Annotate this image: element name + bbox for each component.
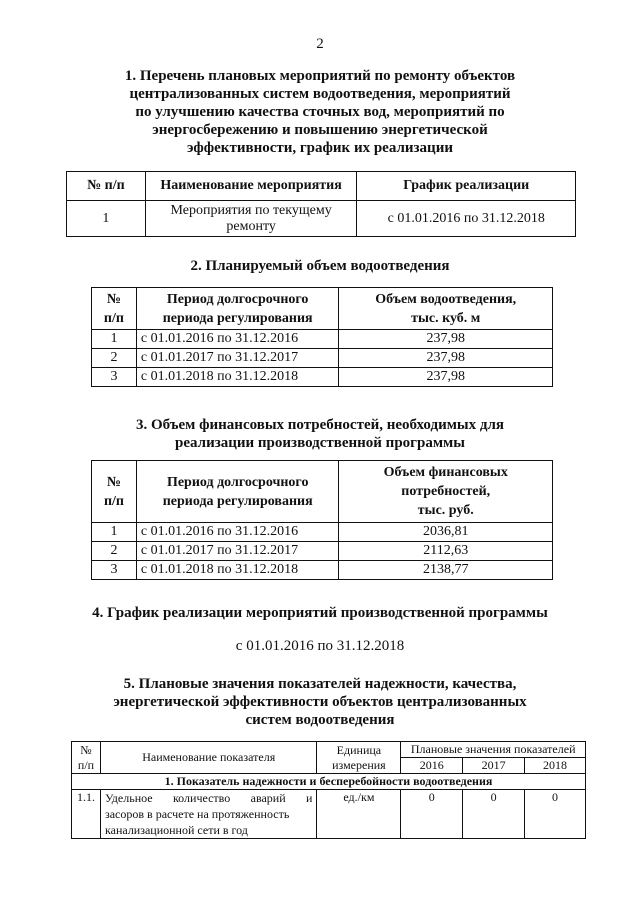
header-line: п/п [77,757,95,772]
table-header-row [92,461,553,523]
table-row [92,542,553,561]
header-line: периода регулирования [162,493,313,509]
table-row [92,368,553,387]
row-value: 2138,77 [339,561,553,580]
indicator-name-line: канализационной сети в год [104,823,248,837]
row-num: 3 [92,368,137,387]
column-header-indicator-name: Наименование показателя [100,742,316,774]
row-period: с 01.01.2018 по 31.12.2018 [136,368,339,387]
column-header-period [136,288,339,330]
column-header-name: Наименование мероприятия [145,172,357,201]
header-line: измерения [332,757,386,772]
indicators-table [71,741,586,839]
section1-title-line: по улучшению качества сточных вод, мероприятий по [135,104,505,120]
header-line: Период долгосрочного [166,291,309,307]
column-header-planned: Плановые значения показателей [401,742,586,758]
table-row [72,790,586,839]
section5-title-line: 5. Плановые значения показателей надежности, качества, [123,676,517,692]
column-header-volume [339,288,553,330]
row-value: 2112,63 [339,542,553,561]
row-num: 1 [67,201,146,237]
header-line: потребностей, [401,484,491,499]
table-row [92,561,553,580]
activities-table [66,171,576,237]
activity-name-line: ремонту [226,218,276,234]
row-value: 237,98 [339,349,553,368]
row-value: 237,98 [339,330,553,349]
section5-title-line: энергетической эффективности объектов централизованных [113,694,527,710]
section4-period: с 01.01.2016 по 31.12.2018 [235,638,405,654]
indicator-name [100,790,316,839]
column-header-num [72,742,101,774]
header-line: № [80,742,92,757]
table-row [92,349,553,368]
column-header-year: 2018 [525,758,586,774]
row-value: 2036,81 [339,523,553,542]
section3-title-line: 3. Объем финансовых потребностей, необходимых для [135,417,505,433]
row-num: 3 [92,561,137,580]
header-line: № [106,291,121,307]
table-header-row [92,288,553,330]
section3-title [0,416,640,452]
column-header-num: № п/п [67,172,146,201]
section1-title-line: энергосбережению и повышению энергетической [152,122,488,138]
table-row [67,201,576,237]
column-header-year: 2017 [463,758,525,774]
indicator-name-line: засоров в расчете на протяженность [104,807,290,821]
activity-name [145,201,357,237]
indicator-name-line: Удельное количество аварий и [104,791,313,805]
header-line: п/п [103,310,124,326]
column-header-year: 2016 [401,758,463,774]
page-number: 2 [316,36,324,52]
section1-title-line: централизованных систем водоотведения, мероприятий [129,86,511,102]
indicator-value: 0 [525,790,586,839]
table-group-row [72,774,586,790]
table-row [92,330,553,349]
header-line: тыс. руб. [417,503,474,518]
section2-title: 2. Планируемый объем водоотведения [190,258,450,274]
section4-title: 4. График реализации мероприятий производственной программы [92,605,548,621]
header-line: периода регулирования [162,310,313,326]
column-header-num [92,288,137,330]
section5-title-line: систем водоотведения [245,712,395,728]
activity-schedule: с 01.01.2016 по 31.12.2018 [357,201,576,237]
section1-title-line: эффективности, график их реализации [187,140,453,156]
indicator-value: 0 [401,790,463,839]
row-num: 1 [92,523,137,542]
row-num: 2 [92,349,137,368]
section3-title-line: реализации производственной программы [175,435,465,451]
header-line: тыс. куб. м [411,310,481,326]
section5-title [0,675,640,729]
row-num: 1 [92,330,137,349]
table-header-row [67,172,576,201]
header-line: Объем водоотведения, [375,291,517,307]
header-line: Объем финансовых [383,465,508,480]
section1-title [0,67,640,157]
column-header-num [92,461,137,523]
row-period: с 01.01.2017 по 31.12.2017 [136,349,339,368]
finance-table [91,460,553,580]
row-period: с 01.01.2016 по 31.12.2016 [136,523,339,542]
group-title: 1. Показатель надежности и бесперебойности водоотведения [72,774,586,790]
indicator-value: 0 [463,790,525,839]
column-header-period [136,461,339,523]
row-period: с 01.01.2018 по 31.12.2018 [136,561,339,580]
volume-table [91,287,553,387]
header-line: п/п [103,493,124,509]
indicator-unit: ед./км [317,790,401,839]
row-num: 2 [92,542,137,561]
section1-title-line: 1. Перечень плановых мероприятий по ремонту объектов [124,68,516,84]
column-header-schedule: График реализации [357,172,576,201]
table-header-row [72,742,586,758]
activity-name-line: Мероприятия по текущему [170,202,332,218]
column-header-unit [317,742,401,774]
header-line: Единица [336,742,382,757]
row-period: с 01.01.2017 по 31.12.2017 [136,542,339,561]
row-period: с 01.01.2016 по 31.12.2016 [136,330,339,349]
header-line: № [106,474,121,490]
column-header-finance [339,461,553,523]
row-num: 1.1. [72,790,101,839]
row-value: 237,98 [339,368,553,387]
header-line: Период долгосрочного [166,474,309,490]
table-row [92,523,553,542]
